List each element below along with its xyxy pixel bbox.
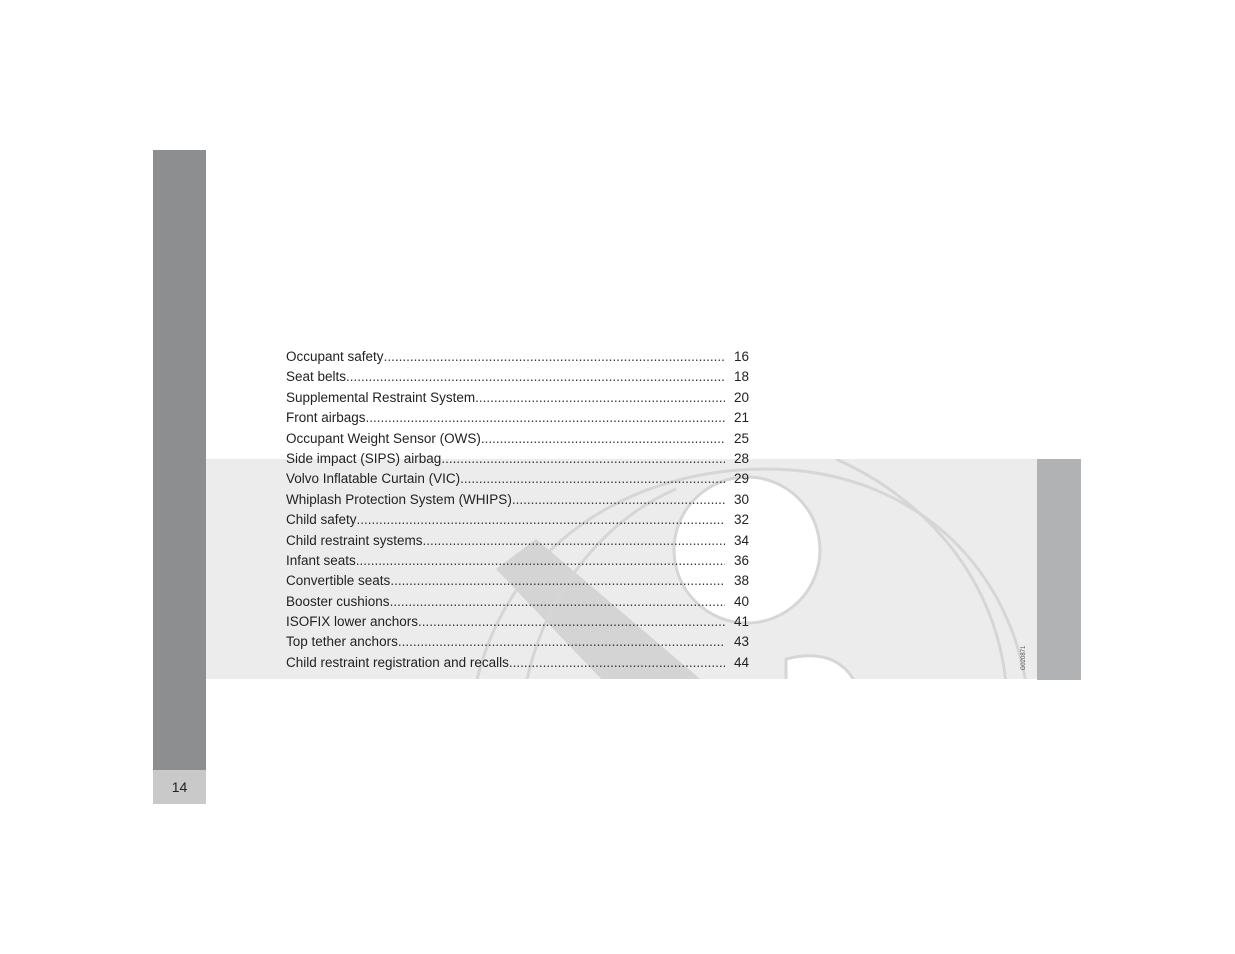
toc-entry-page: 21 [734,410,750,426]
toc-entry-page: 36 [734,552,750,568]
toc-entry-page: 30 [734,491,750,507]
toc-entry[interactable] [286,510,756,530]
toc-leader-dots [460,469,725,489]
toc-entry-page: 44 [734,654,750,670]
toc-entry-title: Booster cushions [286,593,390,609]
toc-entry[interactable] [286,571,756,591]
toc-entry[interactable] [286,469,756,489]
toc-entry-title: Volvo Inflatable Curtain (VIC) [286,471,461,487]
toc-leader-dots [441,449,725,469]
toc-entry-title: Supplemental Restraint System [286,389,476,405]
toc-entry-page: 29 [734,471,750,487]
toc-entry[interactable] [286,612,756,632]
toc-entry-title: Infant seats [286,552,356,568]
toc-entry-title: Child restraint registration and recalls [286,654,509,670]
toc-leader-dots [481,429,725,449]
toc-entry[interactable] [286,367,756,387]
toc-leader-dots [390,571,725,591]
toc-entry-title: ISOFIX lower anchors [286,614,419,630]
toc-entry[interactable] [286,531,756,551]
toc-leader-dots [356,551,725,571]
toc-entry-title: Occupant Weight Sensor (OWS) [286,430,481,446]
toc-entry[interactable] [286,408,756,428]
toc-entry-page: 41 [734,614,750,630]
toc-leader-dots [390,592,725,612]
toc-entry[interactable] [286,347,756,367]
toc-entry-title: Top tether anchors [286,634,398,650]
toc-leader-dots [512,490,725,510]
toc-leader-dots [509,653,725,673]
toc-entry-title: Child restraint systems [286,532,423,548]
toc-entry-title: Front airbags [286,410,366,426]
toc-leader-dots [384,347,725,367]
toc-entry-page: 28 [734,450,750,466]
toc-entry-title: Whiplash Protection System (WHIPS) [286,491,512,507]
toc-entry-title: Child safety [286,512,357,528]
toc-entry-title: Side impact (SIPS) airbag [286,450,442,466]
toc-entry-page: 40 [734,593,750,609]
toc-entry-page: 20 [734,389,750,405]
image-code: G020871 [1021,645,1027,671]
toc-entry-title: Convertible seats [286,573,391,589]
toc-entry-title: Occupant safety [286,349,384,364]
toc-entry-title: Seat belts [286,369,347,385]
toc-entry[interactable] [286,388,756,408]
toc-entry-page: 16 [734,349,750,364]
toc-leader-dots [423,531,725,551]
table-of-contents [286,347,756,673]
toc-entry-page: 43 [734,634,750,650]
chapter-tab [1037,459,1081,680]
toc-leader-dots [398,632,725,652]
toc-entry[interactable] [286,429,756,449]
toc-leader-dots [418,612,725,632]
toc-entry-page: 32 [734,512,750,528]
toc-leader-dots [346,367,725,387]
toc-entry[interactable] [286,449,756,469]
toc-leader-dots [366,408,725,428]
toc-entry-page: 38 [734,573,750,589]
toc-entry-page: 18 [734,369,750,385]
toc-leader-dots [475,388,725,408]
toc-entry[interactable] [286,632,756,652]
toc-entry-page: 25 [734,430,750,446]
toc-entry-page: 34 [734,532,750,548]
toc-entry[interactable] [286,653,756,673]
toc-entry[interactable] [286,490,756,510]
toc-entry[interactable] [286,592,756,612]
toc-entry[interactable] [286,551,756,571]
toc-leader-dots [357,510,725,530]
page-number: 14 [153,770,206,804]
chapter-side-bar [153,150,206,770]
